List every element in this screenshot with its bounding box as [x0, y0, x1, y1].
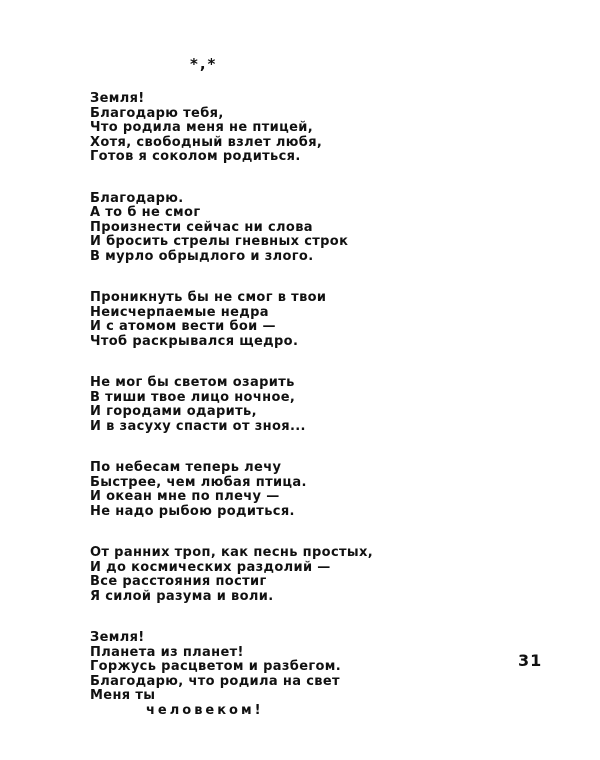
poem-line: Меня ты	[90, 688, 156, 703]
poem-line: Готов я соколом родиться.	[90, 149, 301, 164]
stanza	[90, 92, 530, 165]
poem-line: И городами одарить,	[90, 404, 257, 419]
poem-line: Неисчерпаемые недра	[90, 304, 269, 320]
poem-line: Благодарю, что родила на свет	[90, 673, 340, 689]
poem-line: И в засуху спасти от зноя...	[90, 418, 306, 434]
page-number: 31	[518, 651, 543, 670]
poem-line: Быстрее, чем любая птица.	[90, 474, 307, 490]
stanza	[90, 631, 530, 718]
poem-line: И с атомом вести бои —	[90, 319, 276, 334]
poem-line: Благодарю.	[90, 190, 184, 206]
poem-line: Не мог бы светом озарить	[90, 375, 295, 390]
stanza	[90, 461, 530, 519]
poem-line: И бросить стрелы гневных строк	[90, 234, 349, 249]
poem-line: Проникнуть бы не смог в твои	[90, 290, 327, 305]
poem-line: Все расстояния постиг	[90, 574, 267, 589]
poem-body	[90, 92, 530, 745]
poem-line: Не надо рыбою родиться.	[90, 503, 295, 519]
stanza	[90, 291, 530, 349]
poem-line: Чтоб раскрывался щедро.	[90, 333, 299, 349]
poem-line: От ранних троп, как песнь простых,	[90, 545, 374, 560]
poem-line: В мурло обрыдлого и злого.	[90, 248, 314, 264]
poem-line: И до космических раздолий —	[90, 559, 331, 575]
poem-line: По небесам теперь лечу	[90, 460, 282, 475]
poem-line: Горжусь расцветом и разбегом.	[90, 659, 342, 674]
stanza	[90, 376, 530, 434]
stanza	[90, 546, 530, 604]
stanza-ornament: *,*	[190, 55, 218, 73]
poem-line: Произнести сейчас ни слова	[90, 219, 313, 235]
poem-line: Я силой разума и воли.	[90, 588, 274, 604]
stanza	[90, 192, 530, 265]
poem-line: Планета из планет!	[90, 644, 244, 660]
poem-line: Что родила меня не птицей,	[90, 120, 314, 135]
poem-line-final-word: человеком!	[146, 702, 264, 718]
poem-line: А то б не смог	[90, 205, 201, 220]
poem-line: Земля!	[90, 630, 145, 645]
poem-line: И океан мне по плечу —	[90, 489, 280, 504]
poem-line: Земля!	[90, 91, 145, 106]
poem-line: В тиши твое лицо ночное,	[90, 389, 296, 405]
poem-line: Благодарю тебя,	[90, 105, 224, 121]
poem-line: Хотя, свободный взлет любя,	[90, 134, 323, 150]
